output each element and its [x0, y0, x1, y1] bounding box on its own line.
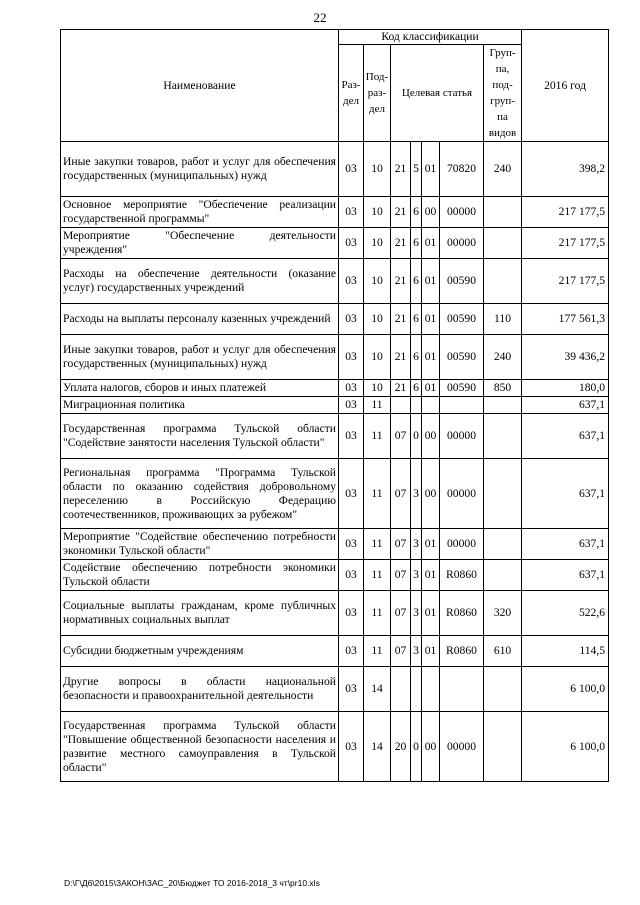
table-row — [61, 636, 609, 667]
row-vr — [484, 667, 522, 712]
row-name: Содействие обеспечению потребности экономики Тульской области — [61, 560, 339, 591]
row-t1: 07 — [391, 591, 411, 636]
row-pr: 11 — [364, 560, 391, 591]
row-vr — [484, 712, 522, 782]
row-pr: 11 — [364, 414, 391, 459]
row-amount: 6 100,0 — [522, 667, 609, 712]
row-t1: 07 — [391, 414, 411, 459]
row-t2 — [411, 397, 422, 414]
row-t4: 00000 — [440, 197, 484, 228]
row-pr: 14 — [364, 667, 391, 712]
row-pr: 11 — [364, 591, 391, 636]
row-t3: 01 — [422, 228, 440, 259]
page-number: 22 — [313, 10, 327, 25]
row-t4: R0860 — [440, 636, 484, 667]
row-t2: 6 — [411, 228, 422, 259]
row-pr: 11 — [364, 397, 391, 414]
row-amount: 637,1 — [522, 560, 609, 591]
row-pr: 10 — [364, 304, 391, 335]
table-row — [61, 259, 609, 304]
row-pr: 10 — [364, 142, 391, 197]
row-name: Расходы на обеспечение деятельности (оказание услуг) государственных учреждений — [61, 259, 339, 304]
row-rz: 03 — [339, 712, 364, 782]
row-t2: 0 — [411, 712, 422, 782]
row-pr: 11 — [364, 459, 391, 529]
row-amount: 177 561,3 — [522, 304, 609, 335]
row-t3: 01 — [422, 591, 440, 636]
row-t4: 00000 — [440, 529, 484, 560]
table-row — [61, 304, 609, 335]
header-year: 2016 год — [522, 30, 609, 142]
row-t4: 00000 — [440, 712, 484, 782]
table-row — [61, 380, 609, 397]
row-t3: 01 — [422, 529, 440, 560]
row-t2: 6 — [411, 335, 422, 380]
row-t1: 07 — [391, 459, 411, 529]
row-t3: 01 — [422, 142, 440, 197]
row-rz: 03 — [339, 459, 364, 529]
table-row — [61, 228, 609, 259]
table-row — [61, 459, 609, 529]
row-t4: R0860 — [440, 591, 484, 636]
row-vr: 240 — [484, 142, 522, 197]
row-t3: 00 — [422, 459, 440, 529]
row-rz: 03 — [339, 228, 364, 259]
table-row — [61, 591, 609, 636]
row-t3 — [422, 397, 440, 414]
row-name: Мероприятие "Содействие обеспечению потребности экономики Тульской области" — [61, 529, 339, 560]
row-vr — [484, 228, 522, 259]
table-row — [61, 397, 609, 414]
row-t2: 5 — [411, 142, 422, 197]
row-rz: 03 — [339, 335, 364, 380]
row-name: Иные закупки товаров, работ и услуг для обеспечения государственных (муниципальных) нужд — [61, 335, 339, 380]
row-name: Уплата налогов, сборов и иных платежей — [61, 380, 339, 397]
row-t3: 01 — [422, 636, 440, 667]
row-t4: R0860 — [440, 560, 484, 591]
row-name: Социальные выплаты гражданам, кроме публичных нормативных социальных выплат — [61, 591, 339, 636]
row-name: Расходы на выплаты персоналу казенных учреждений — [61, 304, 339, 335]
row-amount: 637,1 — [522, 397, 609, 414]
row-vr — [484, 414, 522, 459]
row-t2: 0 — [411, 414, 422, 459]
row-name: Другие вопросы в области национальной безопасности и правоохранительной деятельности — [61, 667, 339, 712]
row-t3: 01 — [422, 380, 440, 397]
row-t1: 07 — [391, 636, 411, 667]
row-name: Основное мероприятие "Обеспечение реализации государственной программы" — [61, 197, 339, 228]
row-t2: 6 — [411, 304, 422, 335]
row-amount: 637,1 — [522, 459, 609, 529]
row-t2: 3 — [411, 459, 422, 529]
row-t1 — [391, 667, 411, 712]
row-t4 — [440, 667, 484, 712]
row-amount: 180,0 — [522, 380, 609, 397]
row-pr: 10 — [364, 197, 391, 228]
row-amount: 398,2 — [522, 142, 609, 197]
row-vr: 110 — [484, 304, 522, 335]
row-pr: 10 — [364, 259, 391, 304]
row-t3: 00 — [422, 414, 440, 459]
row-t3: 01 — [422, 259, 440, 304]
row-t3: 00 — [422, 197, 440, 228]
row-amount: 637,1 — [522, 529, 609, 560]
table-row — [61, 335, 609, 380]
header-podrazdel: Под- раз- дел — [364, 45, 391, 142]
row-name: Иные закупки товаров, работ и услуг для обеспечения государственных (муниципальных) нужд — [61, 142, 339, 197]
row-t4: 00000 — [440, 414, 484, 459]
row-t1: 21 — [391, 197, 411, 228]
row-rz: 03 — [339, 142, 364, 197]
row-name: Государственная программа Тульской области "Повышение общественной безопасности населения и развитие местного самоуправления в Тульской области" — [61, 712, 339, 782]
row-rz: 03 — [339, 197, 364, 228]
row-amount: 522,6 — [522, 591, 609, 636]
row-t3: 01 — [422, 335, 440, 380]
row-t4 — [440, 397, 484, 414]
row-t3: 00 — [422, 712, 440, 782]
row-rz: 03 — [339, 380, 364, 397]
row-t1 — [391, 397, 411, 414]
header-razdel: Раз- дел — [339, 45, 364, 142]
row-rz: 03 — [339, 414, 364, 459]
row-t2 — [411, 667, 422, 712]
row-t3: 01 — [422, 304, 440, 335]
row-rz: 03 — [339, 529, 364, 560]
header-name: Наименование — [61, 30, 339, 142]
row-amount: 217 177,5 — [522, 228, 609, 259]
row-rz: 03 — [339, 667, 364, 712]
row-t1: 20 — [391, 712, 411, 782]
row-t1: 21 — [391, 259, 411, 304]
row-name: Государственная программа Тульской области "Содействие занятости населения Тульской области" — [61, 414, 339, 459]
row-t1: 07 — [391, 560, 411, 591]
row-t2: 3 — [411, 529, 422, 560]
row-t4: 00590 — [440, 304, 484, 335]
header-target: Целевая статья — [391, 45, 484, 142]
row-pr: 11 — [364, 529, 391, 560]
row-pr: 10 — [364, 380, 391, 397]
row-pr: 14 — [364, 712, 391, 782]
table-row — [61, 529, 609, 560]
row-rz: 03 — [339, 560, 364, 591]
row-rz: 03 — [339, 259, 364, 304]
row-rz: 03 — [339, 636, 364, 667]
row-t1: 21 — [391, 228, 411, 259]
row-amount: 6 100,0 — [522, 712, 609, 782]
row-amount: 217 177,5 — [522, 197, 609, 228]
row-rz: 03 — [339, 397, 364, 414]
row-vr: 320 — [484, 591, 522, 636]
row-vr: 850 — [484, 380, 522, 397]
row-vr: 610 — [484, 636, 522, 667]
row-vr — [484, 529, 522, 560]
row-amount: 39 436,2 — [522, 335, 609, 380]
row-amount: 217 177,5 — [522, 259, 609, 304]
row-t2: 3 — [411, 560, 422, 591]
row-t2: 3 — [411, 591, 422, 636]
row-t2: 6 — [411, 197, 422, 228]
budget-table — [60, 29, 609, 782]
row-name: Миграционная политика — [61, 397, 339, 414]
row-vr — [484, 560, 522, 591]
row-t2: 6 — [411, 380, 422, 397]
header-group: Груп- па, под- груп- па видов — [484, 45, 522, 142]
row-t4: 00000 — [440, 459, 484, 529]
row-t4: 70820 — [440, 142, 484, 197]
row-t1: 21 — [391, 304, 411, 335]
row-amount: 114,5 — [522, 636, 609, 667]
row-pr: 10 — [364, 335, 391, 380]
row-t2: 3 — [411, 636, 422, 667]
table-row — [61, 142, 609, 197]
row-t4: 00590 — [440, 335, 484, 380]
table-row — [61, 667, 609, 712]
row-t4: 00000 — [440, 228, 484, 259]
table-row — [61, 197, 609, 228]
row-t2: 6 — [411, 259, 422, 304]
row-t3: 01 — [422, 560, 440, 591]
row-pr: 11 — [364, 636, 391, 667]
row-rz: 03 — [339, 591, 364, 636]
table-row — [61, 712, 609, 782]
file-path-footer: D:\Г\Д6\2015\ЗАКОН\ЗАС_20\Бюджет ТО 2016-2018_3 чт\pr10.xls — [64, 878, 320, 888]
row-vr — [484, 259, 522, 304]
row-name: Мероприятие "Обеспечение деятельности учреждения" — [61, 228, 339, 259]
row-rz: 03 — [339, 304, 364, 335]
row-vr: 240 — [484, 335, 522, 380]
row-name: Субсидии бюджетным учреждениям — [61, 636, 339, 667]
row-amount: 637,1 — [522, 414, 609, 459]
row-vr — [484, 397, 522, 414]
row-t4: 00590 — [440, 380, 484, 397]
row-vr — [484, 197, 522, 228]
row-name: Региональная программа "Программа Тульской области по оказанию содействия добровольному переселению в Российскую Федерацию соотечественников, проживающих за рубежом" — [61, 459, 339, 529]
header-code: Код классификации — [339, 30, 522, 45]
table-row — [61, 414, 609, 459]
row-t1: 07 — [391, 529, 411, 560]
row-t1: 21 — [391, 380, 411, 397]
row-pr: 10 — [364, 228, 391, 259]
table-row — [61, 560, 609, 591]
row-t1: 21 — [391, 335, 411, 380]
row-t4: 00590 — [440, 259, 484, 304]
row-vr — [484, 459, 522, 529]
row-t1: 21 — [391, 142, 411, 197]
row-t3 — [422, 667, 440, 712]
